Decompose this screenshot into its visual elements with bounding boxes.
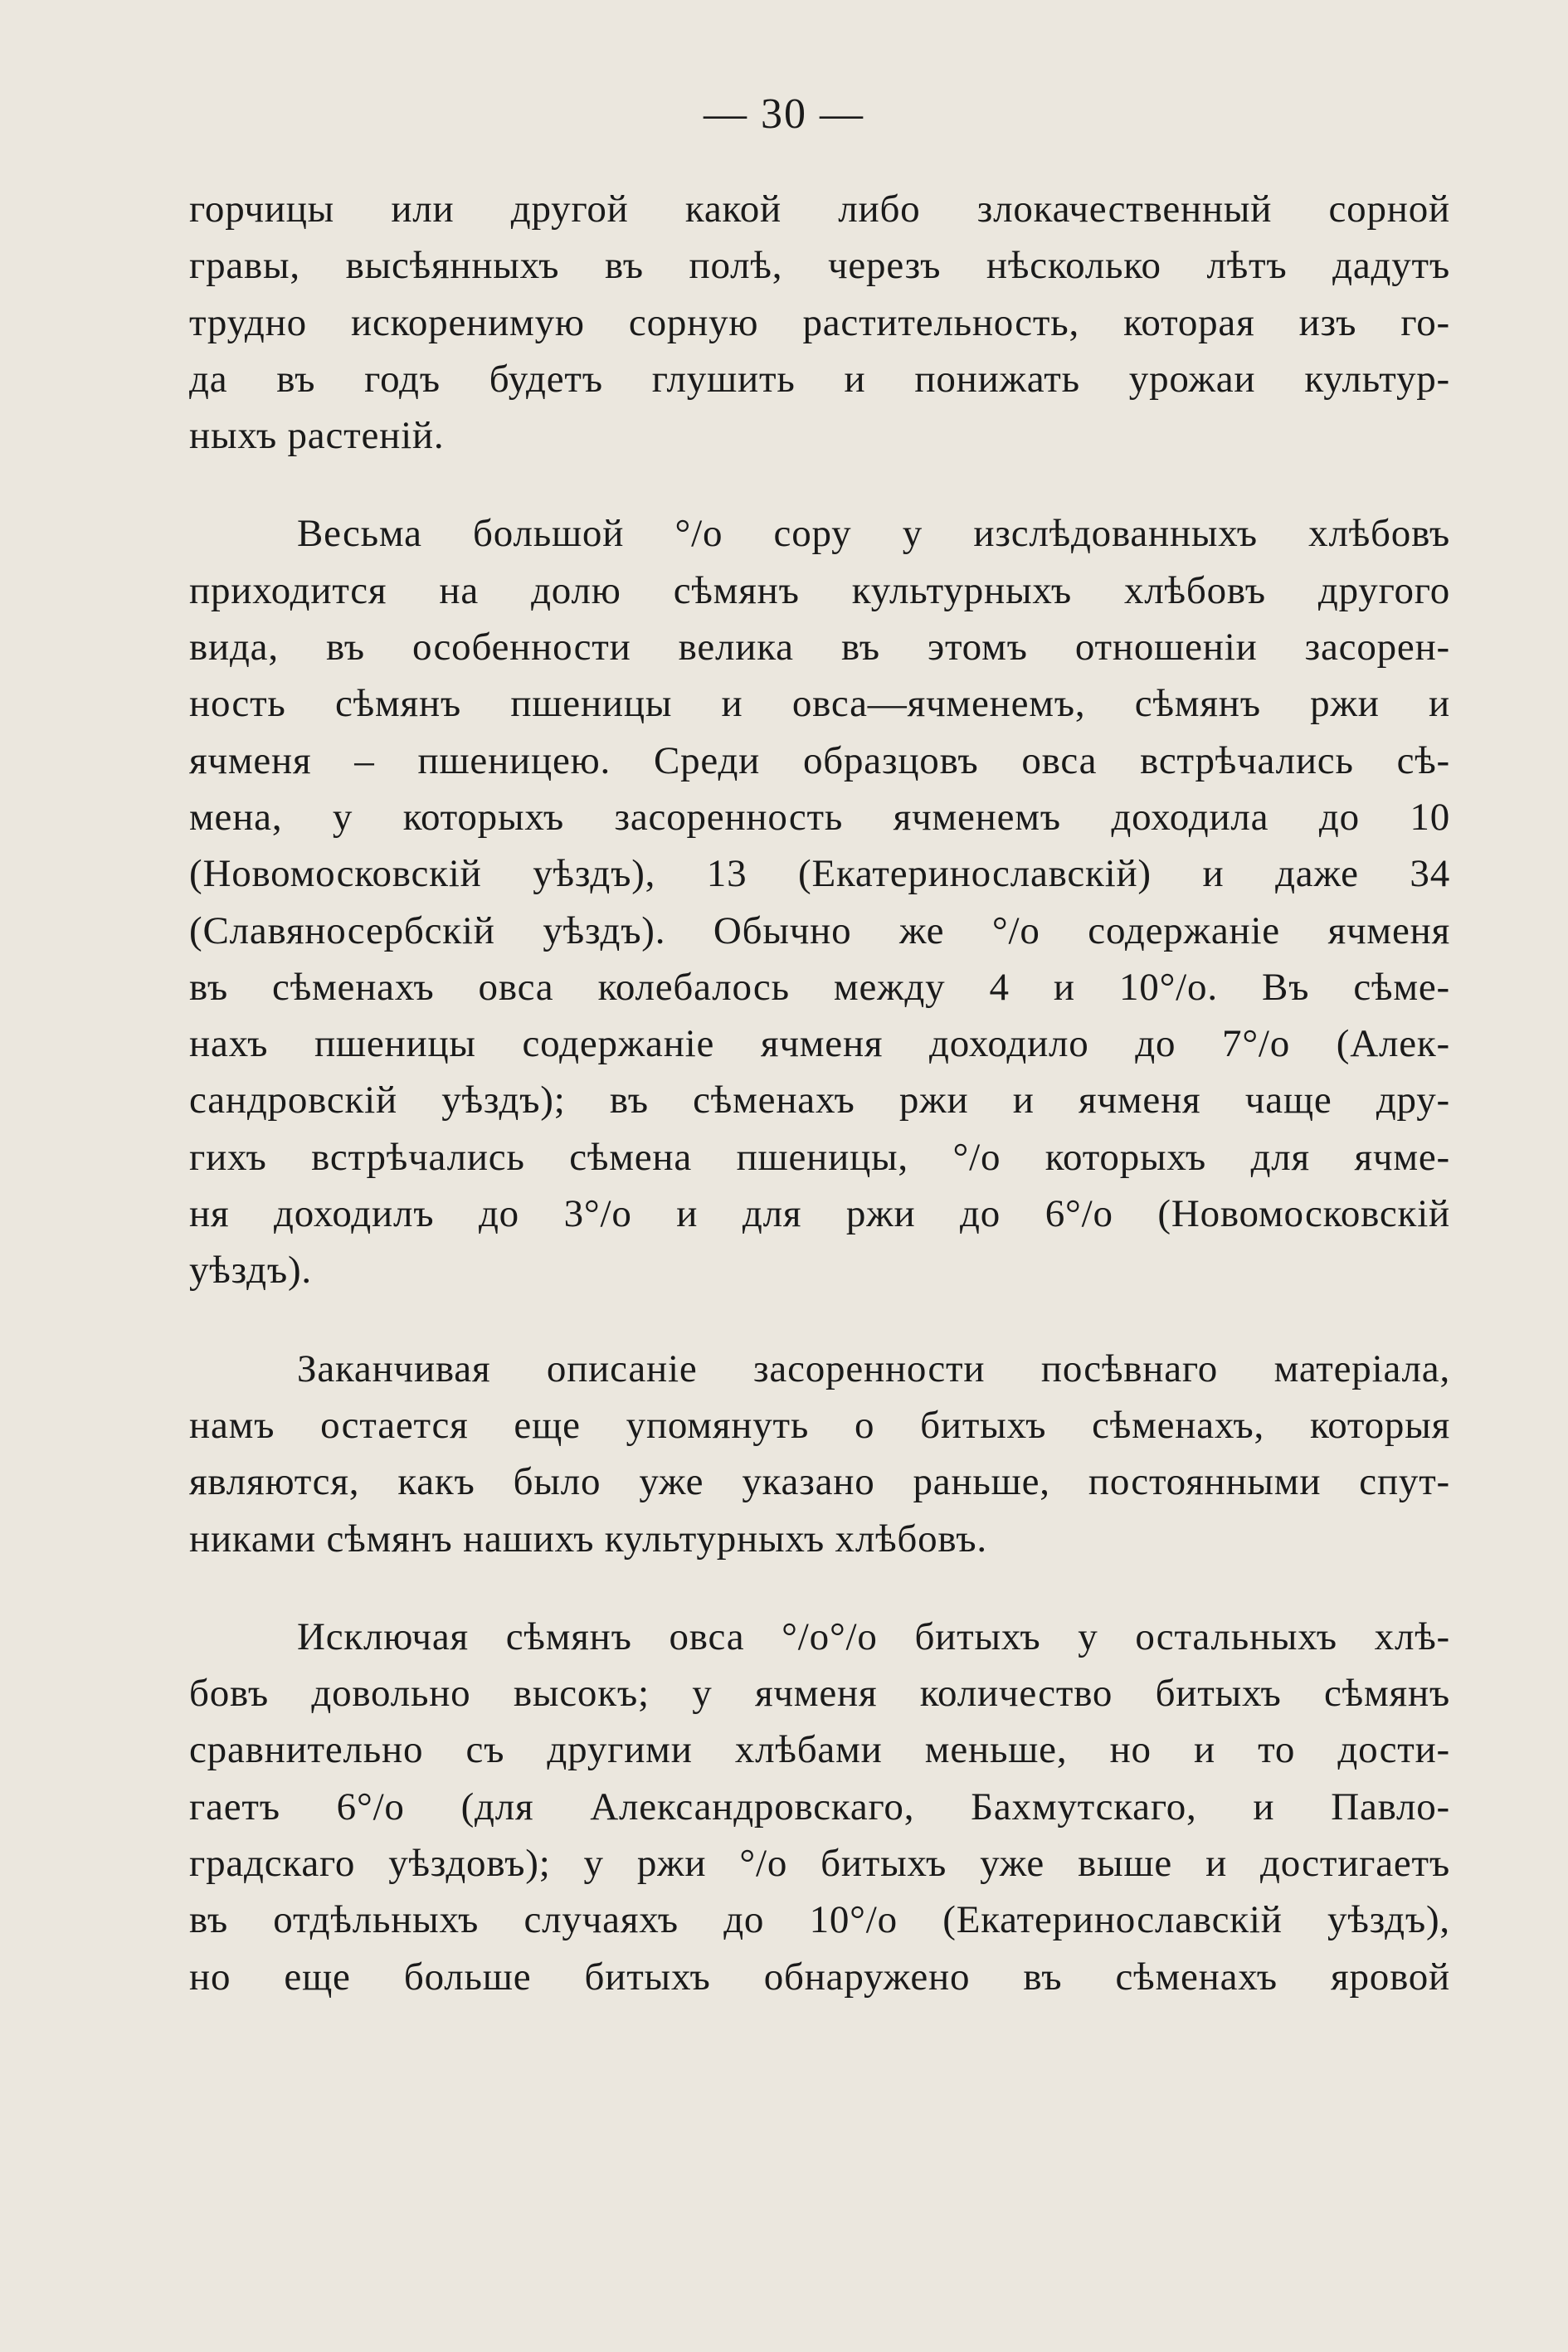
- paragraph-2: [189, 505, 1450, 1298]
- text-line: приходится на долю сѣмянъ культурныхъ хлѣбовъ другого: [189, 568, 1450, 612]
- text-line: нахъ пшеницы содержаніе ячменя доходило до 7°/о (Алек-: [189, 1022, 1450, 1066]
- text-line: мена, у которыхъ засоренность ячменемъ доходила до 10: [189, 795, 1450, 839]
- body-text: [189, 181, 1450, 2005]
- text-line: ячменя – пшеницею. Среди образцовъ овса встрѣчались сѣ-: [189, 738, 1450, 782]
- text-line: являются, какъ было уже указано раньше, постоянными спут-: [189, 1460, 1450, 1504]
- text-line: градскаго уѣздовъ); у ржи °/о битыхъ уже выше и достигаетъ: [189, 1842, 1450, 1886]
- text-line: ня доходилъ до 3°/о и для ржи до 6°/о (Новомосковскій: [189, 1192, 1450, 1236]
- text-line: Заканчивая описаніе засоренности посѣвнаго матеріала,: [297, 1346, 1450, 1390]
- text-line: да въ годъ будетъ глушить и понижать урожаи культур-: [189, 357, 1450, 401]
- text-line: Весьма большой °/о сору у изслѣдованныхъ хлѣбовъ: [297, 512, 1450, 556]
- text-line: (Новомосковскій уѣздъ), 13 (Екатеринославскій) и даже 34: [189, 852, 1450, 896]
- page-number: — 30 —: [704, 90, 864, 138]
- text-line: бовъ довольно высокъ; у ячменя количество битыхъ сѣмянъ: [189, 1672, 1450, 1716]
- text-line: но еще больше битыхъ обнаружено въ сѣменахъ яровой: [189, 1955, 1450, 1999]
- text-line: трудно искоренимую сорную растительность, которая изъ го-: [189, 300, 1450, 344]
- text-line: вида, въ особенности велика въ этомъ отношеніи засорен-: [189, 626, 1450, 670]
- text-line: ныхъ растеній.: [189, 414, 445, 458]
- paragraph-3: [189, 1341, 1450, 1567]
- text-line: гаетъ 6°/о (для Александровскаго, Бахмутскаго, и Павло-: [189, 1785, 1450, 1829]
- text-line: въ сѣменахъ овса колебалось между 4 и 10°/о. Въ сѣме-: [189, 965, 1450, 1009]
- text-line: горчицы или другой какой либо злокачественный сорной: [189, 187, 1450, 231]
- paragraph-4: [189, 1609, 1450, 2005]
- text-line: намъ остается еще упомянуть о битыхъ сѣменахъ, которыя: [189, 1403, 1450, 1447]
- text-line: (Славяносербскій уѣздъ). Обычно же °/о содержаніе ячменя: [189, 908, 1450, 952]
- text-line: сравнительно съ другими хлѣбами меньше, но и то дости-: [189, 1728, 1450, 1772]
- paragraph-1: [189, 181, 1450, 464]
- text-line: Исключая сѣмянъ овса °/о°/о битыхъ у остальныхъ хлѣ-: [297, 1614, 1450, 1658]
- text-line: гихъ встрѣчались сѣмена пшеницы, °/о которыхъ для ячме-: [189, 1135, 1450, 1179]
- text-line: сандровскій уѣздъ); въ сѣменахъ ржи и ячменя чаще дру-: [189, 1079, 1450, 1122]
- text-line: въ отдѣльныхъ случаяхъ до 10°/о (Екатеринославскій уѣздъ),: [189, 1898, 1450, 1942]
- text-line: уѣздъ).: [189, 1249, 312, 1293]
- text-line: гравы, высѣянныхъ въ полѣ, черезъ нѣсколько лѣтъ дадутъ: [189, 244, 1450, 288]
- text-line: ность сѣмянъ пшеницы и овса—ячменемъ, сѣмянъ ржи и: [189, 682, 1450, 726]
- text-line: никами сѣмянъ нашихъ культурныхъ хлѣбовъ.: [189, 1517, 987, 1561]
